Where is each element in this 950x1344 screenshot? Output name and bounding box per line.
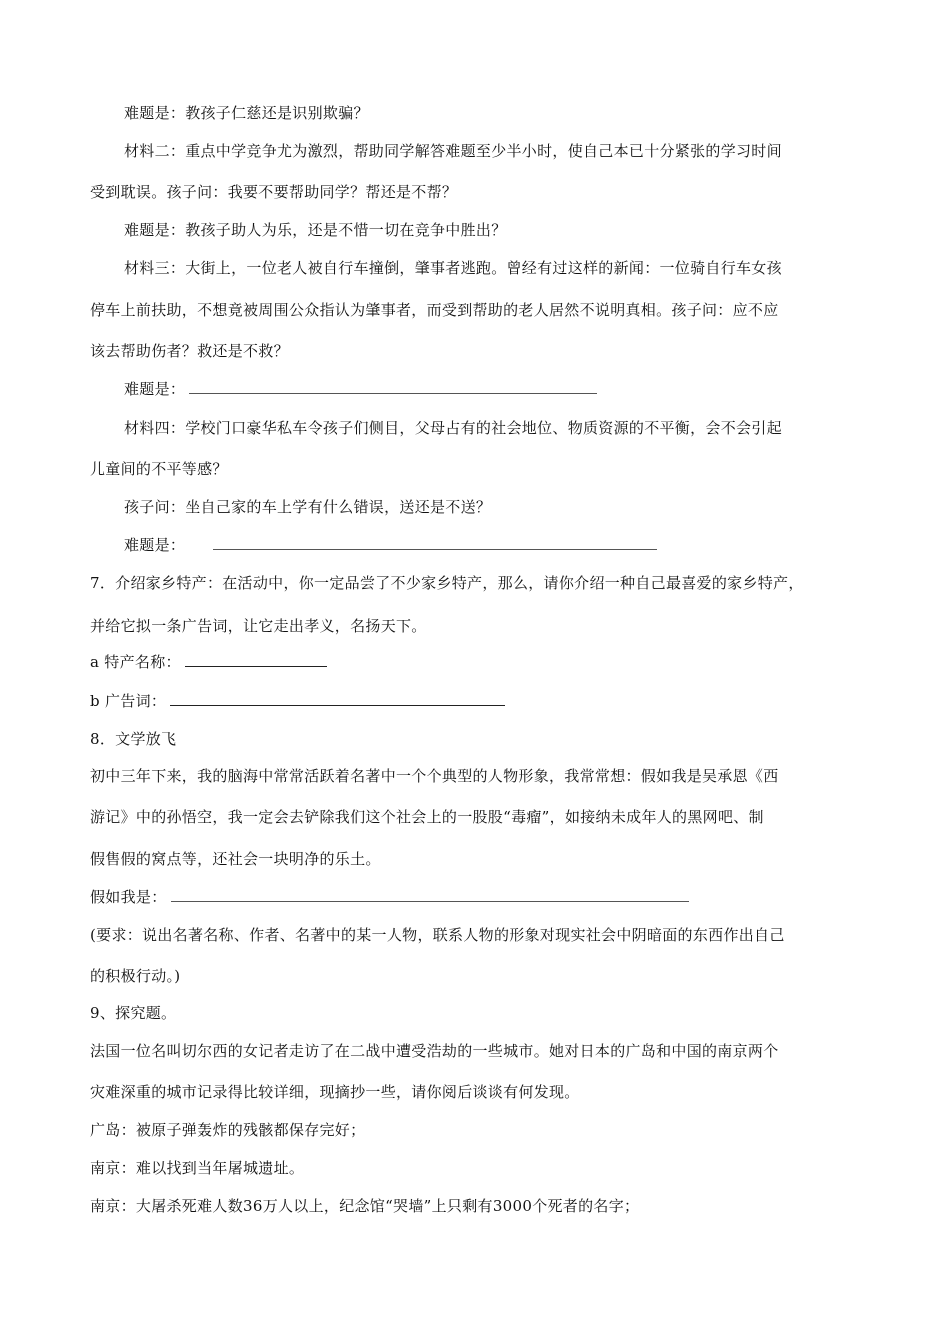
text-line: 游记》中的孙悟空，我一定会去铲除我们这个社会上的一股股“毒瘤”，如接纳未成年人的黑网吧、制 — [90, 808, 764, 826]
text-line: 假售假的窝点等，还社会一块明净的乐土。 — [90, 850, 381, 868]
text-line: 广岛：被原子弹轰炸的残骸都保存完好； — [90, 1121, 366, 1139]
answer-blank[interactable] — [170, 691, 505, 706]
text-line: 材料四：学校门口豪华私车令孩子们侧目，父母占有的社会地位、物质资源的不平衡，会不会引起 — [124, 419, 782, 437]
text-line: 并给它拟一条广告词，让它走出孝义，名扬天下。 — [90, 617, 427, 635]
answer-blank[interactable] — [185, 652, 327, 667]
answer-blank[interactable] — [171, 887, 689, 902]
text-line: 南京：大屠杀死难人数36万人以上，纪念馆“哭墙”上只剩有3000个死者的名字； — [90, 1197, 640, 1215]
answer-blank[interactable] — [213, 535, 657, 550]
text-line: 难题是：教孩子助人为乐，还是不惜一切在竞争中胜出？ — [124, 221, 507, 239]
text-line: 材料三：大街上，一位老人被自行车撞倒，肇事者逃跑。曾经有过这样的新闻：一位骑自行车女孩 — [124, 259, 782, 277]
answer-line — [90, 691, 505, 711]
text-line: 材料二：重点中学竞争尤为激烈，帮助同学解答难题至少半小时，使自己本已十分紧张的学习时间 — [124, 142, 782, 160]
text-line: 灾难深重的城市记录得比较详细，现摘抄一些，请你阅后谈谈有何发现。 — [90, 1083, 580, 1101]
answer-line — [90, 887, 689, 907]
text-line: (要求：说出名著名称、作者、名著中的某一人物，联系人物的形象对现实社会中阴暗面的东西作出自己 — [90, 926, 785, 944]
answer-label: a 特产名称： — [90, 653, 181, 671]
text-line: 法国一位名叫切尔西的女记者走访了在二战中遭受浩劫的一些城市。她对日本的广岛和中国的南京两个 — [90, 1042, 779, 1060]
text-line: 难题是：教孩子仁慈还是识别欺骗？ — [124, 104, 369, 122]
text-line: 初中三年下来，我的脑海中常常活跃着名著中一个个典型的人物形象，我常常想：假如我是吴承恩《西 — [90, 767, 779, 785]
text-line: 受到耽误。孩子问：我要不要帮助同学？帮还是不帮？ — [90, 183, 458, 201]
answer-label: 难题是： — [124, 380, 186, 398]
answer-line — [124, 379, 597, 399]
text-line: 该去帮助伤者？救还是不救？ — [90, 342, 289, 360]
text-line: 儿童间的不平等感？ — [90, 460, 228, 478]
question-8-title: 8．文学放飞 — [90, 730, 177, 748]
answer-label: b 广告词： — [90, 692, 167, 710]
question-9-title: 9、探究题。 — [90, 1004, 177, 1022]
text-line: 孩子问：坐自己家的车上学有什么错误，送还是不送？ — [124, 498, 492, 516]
text-line: 南京：难以找到当年屠城遗址。 — [90, 1159, 305, 1177]
answer-label: 难题是： — [124, 536, 186, 554]
answer-blank[interactable] — [189, 379, 597, 394]
answer-line — [90, 652, 327, 672]
question-7-text: 7．介绍家乡特产：在活动中，你一定品尝了不少家乡特产，那么，请你介绍一种自己最喜爱的家乡特产， — [90, 574, 804, 592]
text-line: 停车上前扶助，不想竟被周围公众指认为肇事者，而受到帮助的老人居然不说明真相。孩子问：应不应 — [90, 301, 779, 319]
text-line: 的积极行动。) — [90, 967, 181, 985]
answer-line — [124, 535, 657, 555]
answer-label: 假如我是： — [90, 888, 167, 906]
